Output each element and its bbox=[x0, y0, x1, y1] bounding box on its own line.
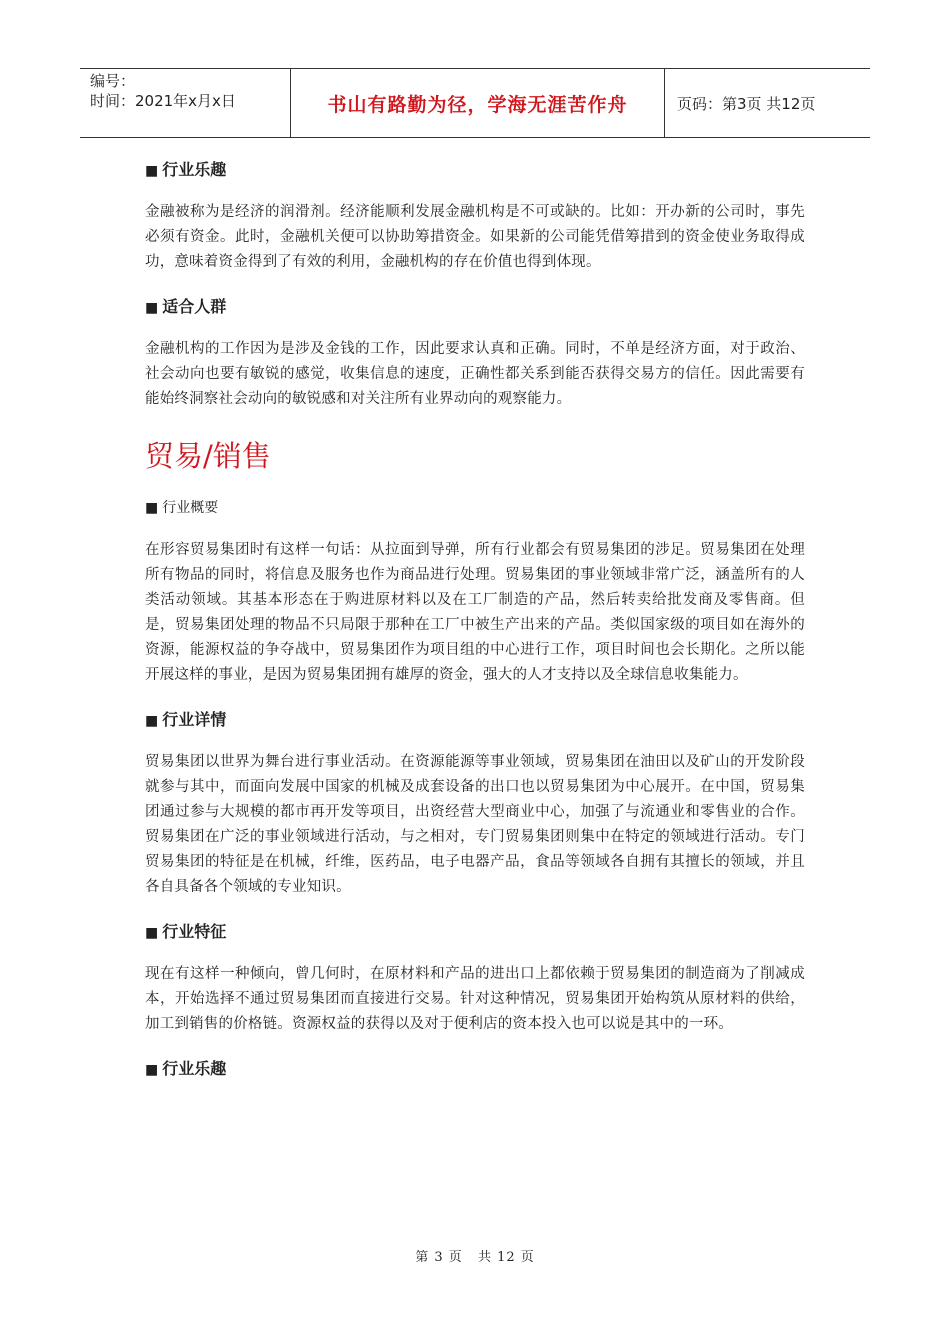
section-heading: ■ 行业乐趣 bbox=[145, 160, 227, 179]
header-page-label: 页码：第3页 共12页 bbox=[677, 94, 816, 113]
section-heading: ■ 行业概要 bbox=[145, 500, 219, 516]
time-label: 时间：2021年x月x日 bbox=[90, 92, 236, 110]
section-heading: ■ 行业详情 bbox=[145, 710, 227, 729]
footer-page-number: 第 3 页 bbox=[415, 1250, 463, 1265]
section-heading: ■ 行业乐趣 bbox=[145, 1059, 227, 1078]
section-heading: ■ 适合人群 bbox=[145, 297, 227, 316]
section-heading: ■ 行业特征 bbox=[145, 922, 227, 941]
section-paragraph: 贸易集团以世界为舞台进行事业活动。在资源能源等事业领域，贸易集团在油田以及矿山的开发阶段就参与其中，而面向发展中国家的机械及成套设备的出口也以贸易集团为中心展开。在中国，贸易集团通过参与大规模的都市再开发等项目，出资经营大型商业中心，加强了与流通业和零售业的合作。贸易集团在广泛的事业领域进行活动，与之相对，专门贸易集团则集中在特定的领域进行活动。专门贸易集团的特征是在机械，纤维，医药品，电子电器产品，食品等领域各自拥有其擅长的领域，并且各自具备各个领域的专业知识。 bbox=[145, 754, 805, 895]
bullet-square-icon: ■ bbox=[145, 500, 159, 516]
document-body bbox=[145, 150, 805, 1089]
section-paragraph: 在形容贸易集团时有这样一句话：从拉面到导弹，所有行业都会有贸易集团的涉足。贸易集团在处理所有物品的同时，将信息及服务也作为商品进行处理。贸易集团的事业领域非常广泛，涵盖所有的人类活动领域。其基本形态在于购进原材料以及在工厂制造的产品，然后转卖给批发商及零售商。但是，贸易集团处理的物品不只局限于那种在工厂中被生产出来的产品。类似国家级的项目如在海外的资源，能源权益的争夺战中，贸易集团作为项目组的中心进行工作，项目时间也会长期化。之所以能开展这样的事业，是因为贸易集团拥有雄厚的资金，强大的人才支持以及全球信息收集能力。 bbox=[145, 542, 805, 683]
page-footer bbox=[0, 1246, 950, 1265]
bullet-square-icon: ■ bbox=[145, 713, 159, 729]
bullet-square-icon: ■ bbox=[145, 163, 159, 179]
number-label: 编号： bbox=[90, 72, 136, 90]
section-paragraph: 现在有这样一种倾向，曾几何时，在原材料和产品的进出口上都依赖于贸易集团的制造商为了削减成本，开始选择不通过贸易集团而直接进行交易。针对这种情况，贸易集团开始构筑从原材料的供给，加工到销售的价格链。资源权益的获得以及对于便利店的资本投入也可以说是其中的一环。 bbox=[145, 966, 805, 1032]
header-meta bbox=[80, 69, 291, 137]
chapter-title: 贸易/销售 bbox=[145, 439, 271, 473]
page-header bbox=[80, 68, 870, 138]
footer-total-pages: 共 12 页 bbox=[477, 1250, 535, 1265]
section-paragraph: 金融机构的工作因为是涉及金钱的工作，因此要求认真和正确。同时，不单是经济方面，对于政治、社会动向也要有敏锐的感觉，收集信息的速度，正确性都关系到能否获得交易方的信任。因此需要有能始终洞察社会动向的敏锐感和对关注所有业界动向的观察能力。 bbox=[145, 341, 805, 407]
bullet-square-icon: ■ bbox=[145, 1062, 159, 1078]
section-paragraph: 金融被称为是经济的润滑剂。经济能顺利发展金融机构是不可或缺的。比如：开办新的公司时，事先必须有资金。此时，金融机关便可以协助筹措资金。如果新的公司能凭借筹措到的资金使业务取得成功，意味着资金得到了有效的利用，金融机构的存在价值也得到体现。 bbox=[145, 204, 805, 270]
bullet-square-icon: ■ bbox=[145, 300, 159, 316]
header-motto: 书山有路勤为径，学海无涯苦作舟 bbox=[291, 69, 665, 137]
bullet-square-icon: ■ bbox=[145, 925, 159, 941]
